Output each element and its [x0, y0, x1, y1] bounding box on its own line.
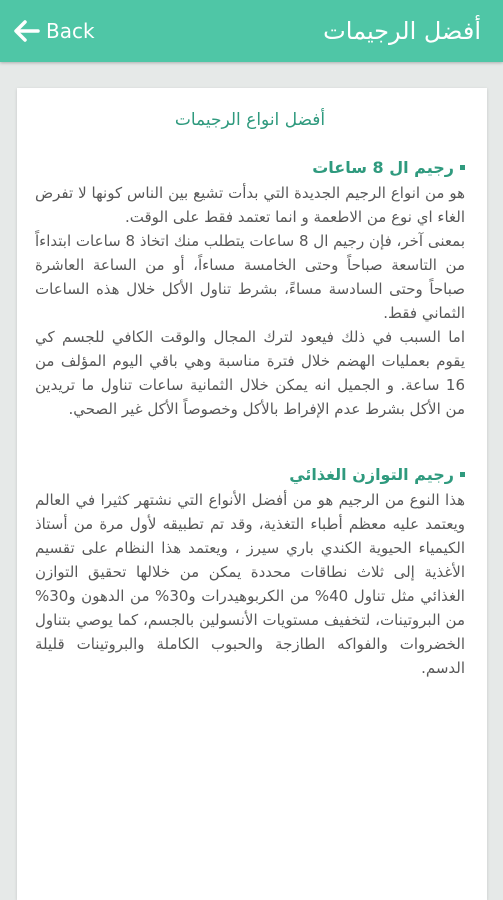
back-label: Back	[46, 19, 95, 43]
article-section	[35, 158, 465, 421]
article-title: أفضل انواع الرجيمات	[174, 110, 326, 130]
back-button[interactable]	[14, 19, 95, 43]
bullet-icon	[460, 165, 465, 170]
section-heading-text: رجيم التوازن الغذائي	[289, 465, 454, 484]
arrow-left-icon	[14, 20, 40, 42]
bullet-icon	[460, 472, 465, 477]
section-paragraph: هذا النوع من الرجيم هو من أفضل الأنواع التي نشتهر كثيرا في العالم ويعتمد عليه معظم أطباء التغذية، وقد تم تطبيقه لأول مرة من أستاذ الكيمياء الحيوية الكندي باري سيرز ، ويعتمد هذا النظام على تقسيم الأغذية إلى ثلاث نطاقات محددة يمكن من خلالها تحقيق التوازن الغذائي مثل تناول 40% من الكربوهيدرات و30% من الدهون و30% من البروتينات، لتخفيف مستويات الأنسولين بالجسم، كما يوصي بتناول الخضروات والفواكه الطازجة والحبوب الكاملة والبروتينات قليلة الدسم.	[35, 491, 465, 677]
section-paragraph: هو من انواع الرجيم الجديدة التي بدأت تشيع بين الناس كونها لا تفرض الغاء اي نوع من الاطعمة و انما تعتمد فقط على الوقت.	[35, 184, 465, 226]
section-heading-text: رجيم ال 8 ساعات	[312, 158, 454, 177]
section-paragraph: بمعنى آخر، فإن رجيم ال 8 ساعات يتطلب منك اتخاذ 8 ساعات ابتداءاً من التاسعة صباحاً وحتى الخامسة مساءاً، أو من الساعة العاشرة صباحاً وحتى السادسة مساءً، بشرط تناول الأكل خلال هذه الساعات الثماني فقط.	[35, 232, 465, 322]
page-title: أفضل الرجيمات	[323, 17, 481, 45]
section-heading	[35, 465, 465, 484]
article-card	[17, 88, 487, 900]
app-header	[0, 0, 503, 62]
section-paragraph: اما السبب في ذلك فيعود لترك المجال والوقت الكافي للجسم كي يقوم بعمليات الهضم خلال فترة مناسبة وهي باقي اليوم المؤلف من 16 ساعة. و الجميل انه يمكن خلال الثمانية ساعات تناول ما تريدين من الأكل بشرط عدم الإفراط بالأكل وخصوصاً الأكل غير الصحي.	[35, 328, 465, 418]
article-section	[35, 465, 465, 680]
section-heading	[35, 158, 465, 177]
